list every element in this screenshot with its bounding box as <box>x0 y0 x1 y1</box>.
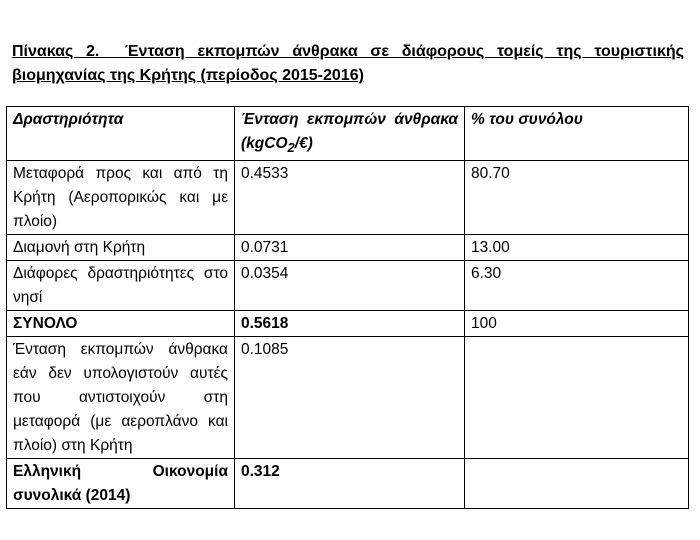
table-row <box>7 235 689 261</box>
cell-intensity: 0.0354 <box>235 261 465 311</box>
table-caption <box>12 40 684 88</box>
table-row <box>7 337 689 459</box>
table-header-row <box>7 107 689 161</box>
emissions-table <box>6 106 689 509</box>
cell-percent: 80.70 <box>465 161 689 235</box>
cell-percent: 6.30 <box>465 261 689 311</box>
table-row <box>7 161 689 235</box>
cell-intensity: 0.5618 <box>235 311 465 337</box>
cell-activity: Διάφορες δραστηριότητες στο νησί <box>7 261 235 311</box>
header-intensity-subscript: 2 <box>287 140 295 156</box>
table-row <box>7 459 689 509</box>
cell-percent <box>465 337 689 459</box>
caption-text: Ένταση εκπομπών άνθρακα σε διάφορους τομείς της τουριστικής βιομηχανίας της Κρήτης (περίοδος 2015-2016) <box>12 43 685 84</box>
cell-percent: 100 <box>465 311 689 337</box>
cell-activity: Ένταση εκπομπών άνθρακα εάν δεν υπολογιστούν αυτές που αντιστοιχούν στη μεταφορά (με αεροπλάνο και πλοίο) στη Κρήτη <box>7 337 235 459</box>
caption-label: Πίνακας 2. <box>12 43 100 60</box>
table-row-total <box>7 311 689 337</box>
header-activity: Δραστηριότητα <box>7 107 235 161</box>
cell-activity: Μεταφορά προς και από τη Κρήτη (Αεροπορικώς και με πλοίο) <box>7 161 235 235</box>
header-intensity-suffix: /€) <box>294 135 313 152</box>
cell-activity: Διαμονή στη Κρήτη <box>7 235 235 261</box>
cell-percent <box>465 459 689 509</box>
header-percent: % του συνόλου <box>465 107 689 161</box>
header-intensity-prefix: Ένταση εκπομπών άνθρακα (kgCO <box>241 111 458 152</box>
cell-intensity: 0.4533 <box>235 161 465 235</box>
cell-activity: Ελληνική Οικονομία συνολικά (2014) <box>7 459 235 509</box>
header-intensity <box>235 107 465 161</box>
cell-intensity: 0.1085 <box>235 337 465 459</box>
table-row <box>7 261 689 311</box>
cell-intensity: 0.0731 <box>235 235 465 261</box>
cell-activity: ΣΥΝΟΛΟ <box>7 311 235 337</box>
cell-percent: 13.00 <box>465 235 689 261</box>
cell-intensity: 0.312 <box>235 459 465 509</box>
